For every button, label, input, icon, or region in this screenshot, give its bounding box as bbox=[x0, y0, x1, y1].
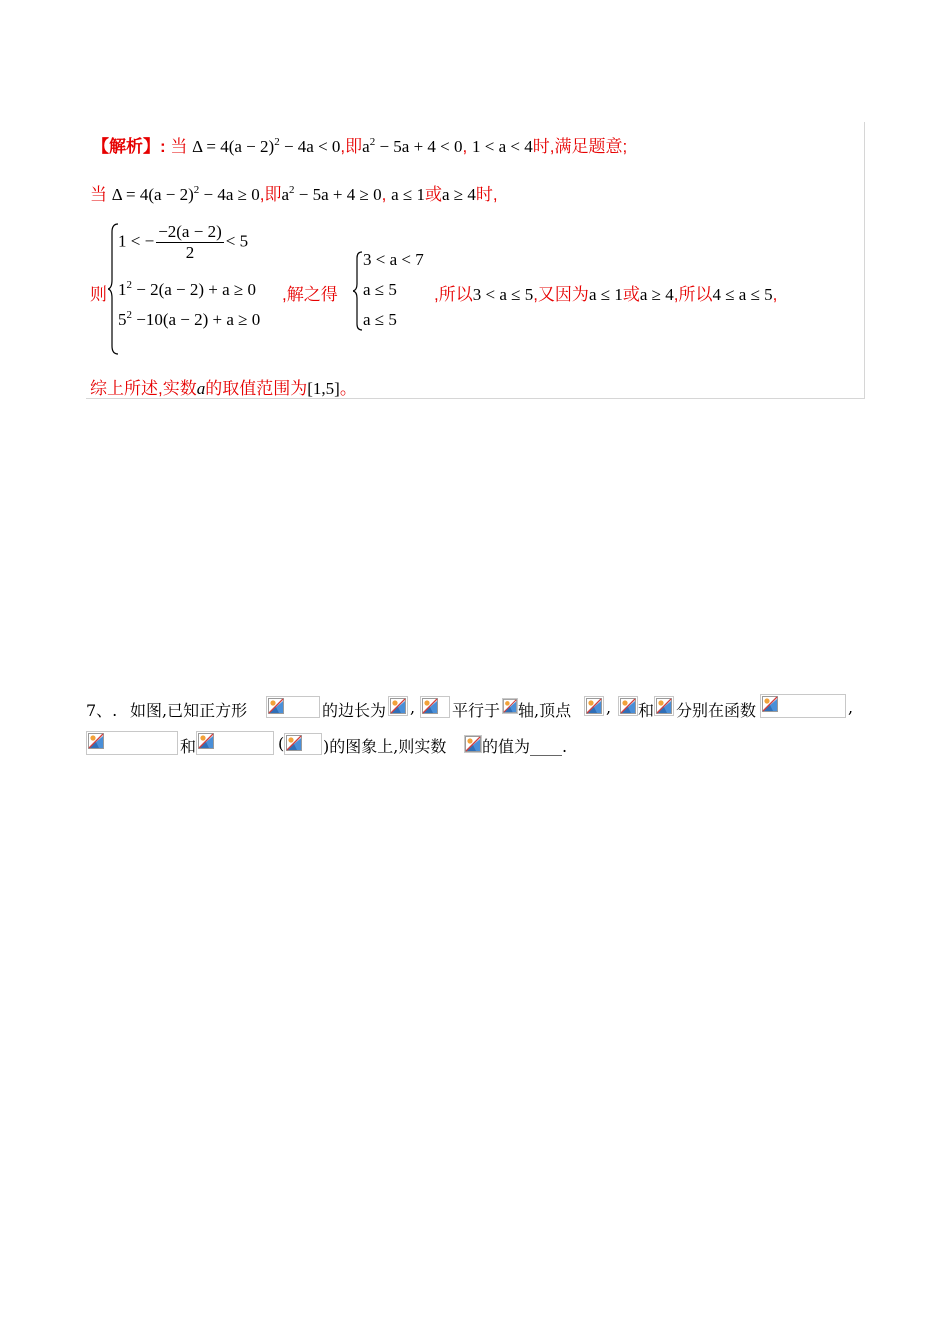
system1-row1: 1 < − $\frac{-2(a - 2)}{2}$ < 5 bbox=[118, 222, 249, 262]
formula: 3 < a ≤ 5 bbox=[472, 285, 534, 304]
solution-line-1 bbox=[92, 132, 627, 157]
analysis-tag: 【解析】: bbox=[92, 137, 166, 156]
question-text: )的图象上,则实数 bbox=[323, 737, 447, 756]
system2-row3: a ≤ 5 bbox=[363, 310, 397, 329]
text: ,即 bbox=[259, 185, 282, 204]
text: 时, bbox=[475, 185, 498, 204]
broken-image-icon bbox=[198, 733, 214, 749]
formula-image-placeholder bbox=[760, 694, 846, 718]
broken-image-icon bbox=[762, 696, 778, 712]
formula-image-placeholder bbox=[618, 696, 638, 716]
solution-line-4 bbox=[90, 374, 357, 399]
solution-line-3 bbox=[90, 280, 107, 305]
system2-row1: 3 < a < 7 bbox=[363, 250, 424, 269]
formula-image-placeholder bbox=[86, 731, 178, 755]
text: , bbox=[462, 137, 468, 156]
text: 则 bbox=[90, 285, 107, 304]
formula-image-placeholder bbox=[388, 696, 408, 716]
question-text: 轴,顶点 bbox=[518, 701, 572, 720]
text: 时,满足题意; bbox=[532, 137, 628, 156]
question-number: 7、. bbox=[86, 701, 118, 720]
question-text: , bbox=[606, 698, 612, 717]
solution-panel bbox=[86, 122, 865, 399]
question-text: 和 bbox=[638, 701, 655, 720]
text: ,又因为 bbox=[533, 285, 589, 304]
formula: $a^2 - 5a + 4 \ge 0$ bbox=[281, 184, 382, 204]
solution-line-2 bbox=[90, 180, 498, 205]
question-text: , bbox=[848, 698, 854, 717]
question-text: 的值为____. bbox=[482, 737, 568, 756]
text: ,解之得 bbox=[282, 285, 338, 304]
broken-image-icon bbox=[620, 698, 636, 714]
question-text: , bbox=[410, 698, 416, 717]
solution-line-3-mid bbox=[282, 280, 338, 305]
text: 综上所述,实数 bbox=[90, 379, 197, 398]
question-text: 和 bbox=[180, 737, 197, 756]
formula-image-placeholder bbox=[266, 696, 320, 718]
text: , bbox=[381, 185, 387, 204]
brace-left-2 bbox=[353, 250, 363, 332]
question-text: 的边长为 bbox=[322, 701, 387, 720]
formula-image-placeholder bbox=[502, 698, 518, 714]
formula: 1 < a < 4 bbox=[471, 137, 533, 156]
formula: a ≥ 4 bbox=[441, 185, 476, 204]
text: 当 bbox=[90, 185, 107, 204]
question-text: ( bbox=[278, 734, 285, 753]
solution-line-3-end bbox=[434, 280, 777, 305]
broken-image-icon bbox=[656, 698, 672, 714]
text: ,所以 bbox=[673, 285, 713, 304]
question-text: 如图,已知正方形 bbox=[130, 701, 248, 720]
broken-image-icon bbox=[268, 698, 284, 714]
text: ,所以 bbox=[434, 285, 473, 304]
text: 的取值范围为 bbox=[205, 379, 308, 398]
formula: a bbox=[196, 379, 206, 398]
broken-image-icon bbox=[465, 736, 481, 752]
text: 或 bbox=[622, 285, 640, 304]
formula-image-placeholder bbox=[654, 696, 674, 716]
fraction: $\frac{-2(a - 2)}{2}$ bbox=[158, 222, 222, 262]
broken-image-icon bbox=[390, 698, 406, 714]
formula-image-placeholder bbox=[464, 735, 482, 753]
formula: $\Delta = 4(a - 2)^2 - 4a \ge 0$ bbox=[111, 184, 260, 204]
text: 或 bbox=[424, 185, 442, 204]
broken-image-icon bbox=[422, 698, 438, 714]
text: , bbox=[772, 285, 778, 304]
text: ,即 bbox=[340, 137, 363, 156]
broken-image-icon bbox=[88, 733, 104, 749]
question-text: 平行于 bbox=[452, 701, 501, 720]
broken-image-icon bbox=[586, 698, 602, 714]
broken-image-icon bbox=[503, 699, 517, 713]
formula: $a^2 - 5a + 4 < 0$ bbox=[362, 136, 463, 156]
formula: a ≤ 1 bbox=[588, 285, 623, 304]
formula: $\Delta = 4(a - 2)^2 - 4a < 0$ bbox=[192, 136, 341, 156]
text: 。 bbox=[339, 379, 357, 398]
question-text: 分别在函数 bbox=[676, 701, 757, 720]
formula: a ≥ 4 bbox=[639, 285, 674, 304]
formula-image-placeholder bbox=[420, 696, 450, 718]
formula-image-placeholder bbox=[196, 731, 274, 755]
formula: [1,5] bbox=[307, 379, 340, 398]
text: 当 bbox=[170, 137, 188, 156]
formula-image-placeholder bbox=[284, 733, 322, 755]
system1-row2: $1^2 - 2(a - 2) + a \ge 0$ bbox=[118, 279, 257, 299]
system1-row3: $5^2 -10(a - 2) + a \ge 0$ bbox=[118, 309, 261, 329]
broken-image-icon bbox=[286, 735, 302, 751]
formula: a ≤ 1 bbox=[391, 185, 425, 204]
formula-image-placeholder bbox=[584, 696, 604, 716]
formula: 4 ≤ a ≤ 5 bbox=[712, 285, 773, 304]
system2-row2: a ≤ 5 bbox=[363, 280, 397, 299]
